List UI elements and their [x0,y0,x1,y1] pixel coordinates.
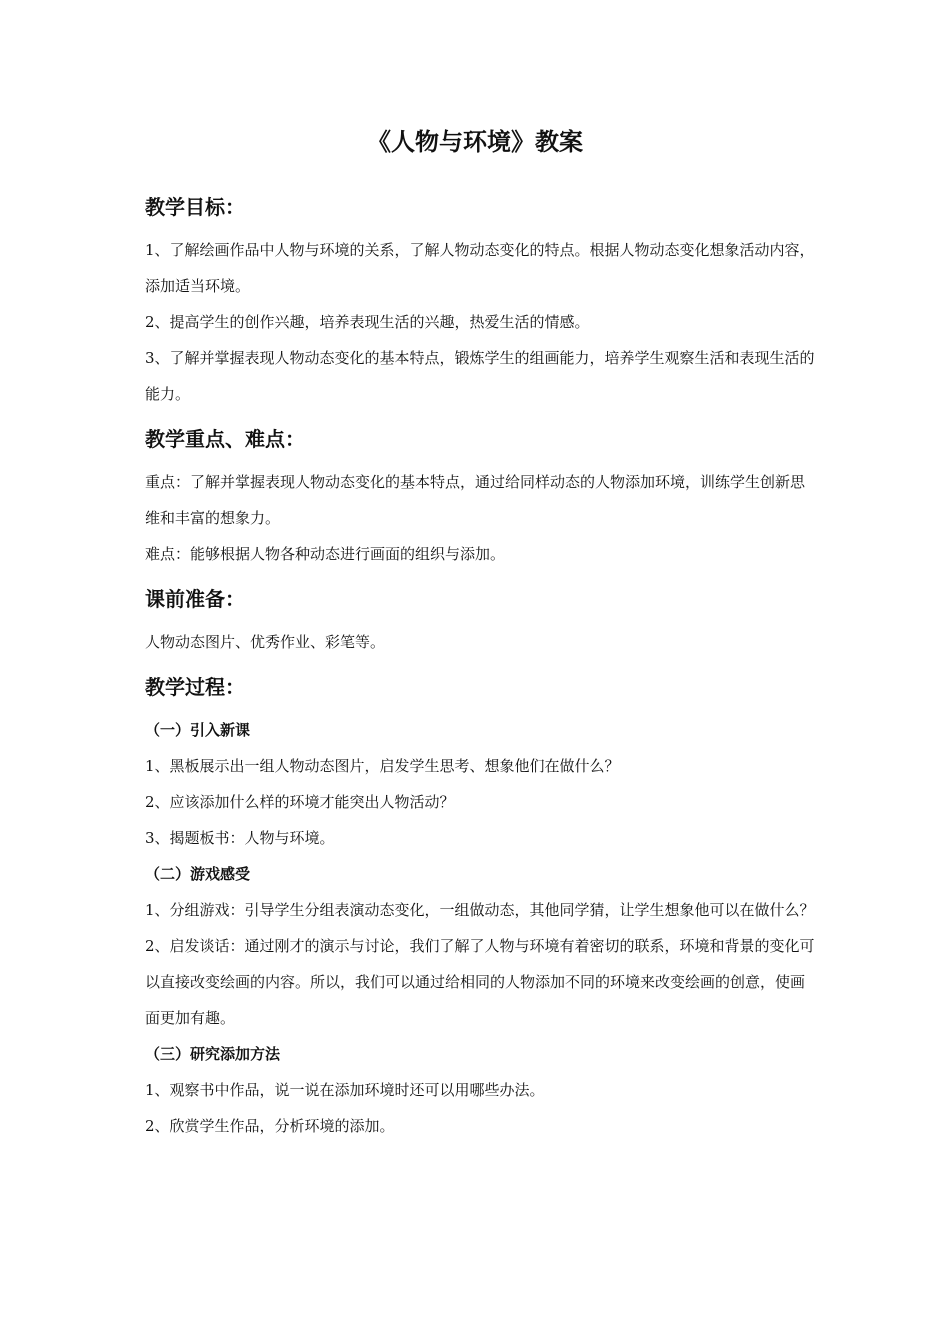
objective-paragraph: 1、了解绘画作品中人物与环境的关系，了解人物动态变化的特点。根据人物动态变化想象活动内容，添加适当环境。 [145,241,815,295]
section-heading-preparation: 课前准备： [145,587,245,611]
objective-paragraph: 3、了解并掌握表现人物动态变化的基本特点，锻炼学生的组画能力，培养学生观察生活和表现生活的能力。 [145,349,815,403]
process-paragraph: 2、欣赏学生作品，分析环境的添加。 [145,1117,395,1135]
document-body [145,190,815,1144]
process-paragraph: 1、分组游戏：引导学生分组表演动态变化，一组做动态，其他同学猜，让学生想象他可以在做什么？ [145,901,815,919]
document-title: 《人物与环境》教案 [367,128,583,156]
subsection-heading-game: （二）游戏感受 [145,865,251,883]
section-heading-process: 教学过程： [145,675,245,699]
process-paragraph: 1、黑板展示出一组人物动态图片，启发学生思考、想象他们在做什么？ [145,757,620,775]
process-paragraph: 3、揭题板书：人物与环境。 [145,829,335,847]
preparation-paragraph: 人物动态图片、优秀作业、彩笔等。 [145,633,386,651]
key-point-paragraph: 重点：了解并掌握表现人物动态变化的基本特点，通过给同样动态的人物添加环境，训练学生创新思维和丰富的想象力。 [145,473,806,527]
process-paragraph: 2、启发谈话：通过刚才的演示与讨论，我们了解了人物与环境有着密切的联系，环境和背景的变化可以直接改变绘画的内容。所以，我们可以通过给相同的人物添加不同的环境来改变绘画的创意，使画面更加有趣。 [145,937,815,1027]
process-paragraph: 1、观察书中作品，说一说在添加环境时还可以用哪些办法。 [145,1081,545,1099]
objective-paragraph: 2、提高学生的创作兴趣，培养表现生活的兴趣，热爱生活的情感。 [145,313,590,331]
process-paragraph: 2、应该添加什么样的环境才能突出人物活动？ [145,793,455,811]
subsection-heading-methods: （三）研究添加方法 [145,1045,281,1063]
difficulty-paragraph: 难点：能够根据人物各种动态进行画面的组织与添加。 [145,545,506,563]
section-heading-key-points: 教学重点、难点： [145,427,305,451]
subsection-heading-intro: （一）引入新课 [145,721,251,739]
section-heading-objectives: 教学目标： [145,195,245,219]
